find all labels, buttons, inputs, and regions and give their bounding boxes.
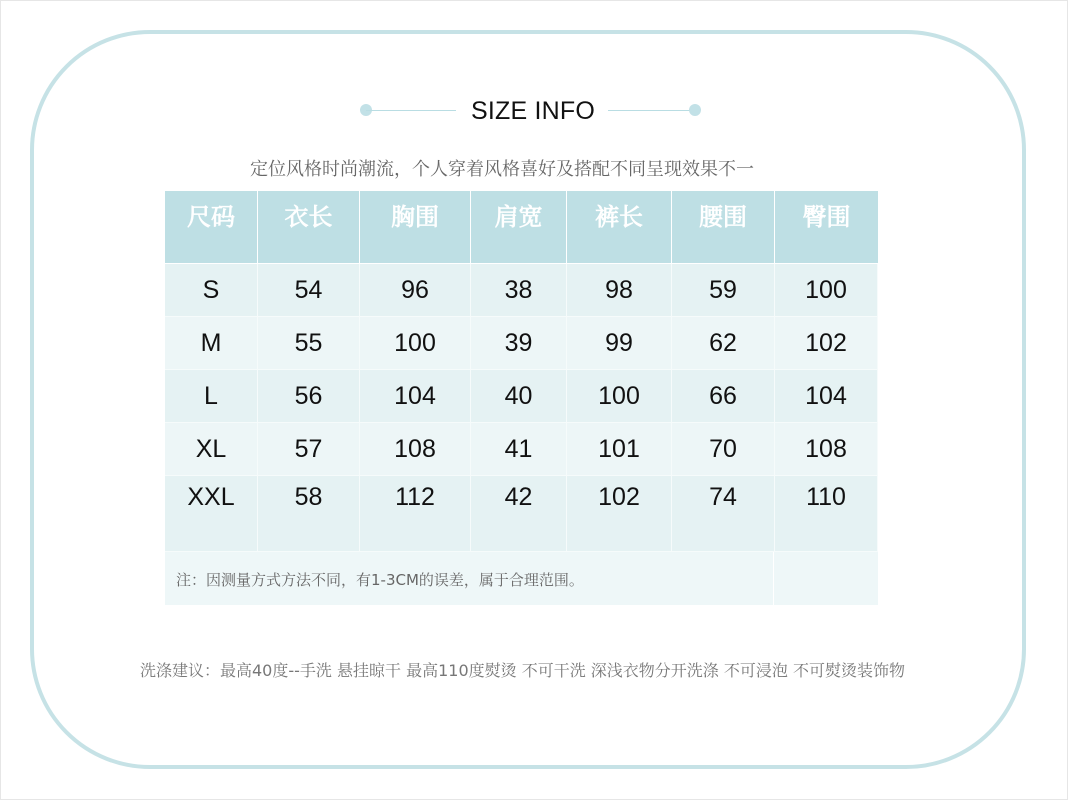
table-row	[165, 264, 878, 317]
table-cell: 98	[567, 264, 672, 317]
table-cell: 57	[258, 423, 360, 476]
table-cell: S	[165, 264, 258, 317]
table-cell: 41	[471, 423, 567, 476]
table-cell: 100	[567, 370, 672, 423]
table-cell: 108	[360, 423, 471, 476]
table-row	[165, 370, 878, 423]
table-note-empty-cell	[774, 552, 878, 605]
table-cell: XXL	[165, 476, 258, 552]
table-note-row	[165, 552, 878, 605]
table-cell: 100	[360, 317, 471, 370]
table-cell: 40	[471, 370, 567, 423]
table-cell: 110	[775, 476, 878, 552]
table-cell: 112	[360, 476, 471, 552]
table-note: 注：因测量方式方法不同，有1-3CM的误差，属于合理范围。	[165, 552, 774, 605]
header-pants-length: 裤长	[567, 191, 672, 263]
table-cell: 99	[567, 317, 672, 370]
wash-advice: 洗涤建议：最高40度--手洗 悬挂晾干 最高110度熨烫 不可干洗 深浅衣物分开洗涤 不可浸泡 不可熨烫装饰物	[140, 661, 905, 680]
table-cell: L	[165, 370, 258, 423]
table-cell: 62	[672, 317, 775, 370]
table-cell: 102	[775, 317, 878, 370]
table-cell: 104	[360, 370, 471, 423]
table-cell: 58	[258, 476, 360, 552]
table-cell: 42	[471, 476, 567, 552]
table-cell: 74	[672, 476, 775, 552]
dot-right-icon	[689, 104, 701, 116]
table-cell: 108	[775, 423, 878, 476]
table-cell: 104	[775, 370, 878, 423]
subtitle: 定位风格时尚潮流，个人穿着风格喜好及搭配不同呈现效果不一	[250, 159, 754, 180]
page-title: SIZE INFO	[470, 97, 596, 125]
table-cell: 54	[258, 264, 360, 317]
header-bust: 胸围	[360, 191, 471, 263]
table-row	[165, 423, 878, 476]
table-cell: 70	[672, 423, 775, 476]
title-block	[358, 96, 706, 126]
table-cell: 101	[567, 423, 672, 476]
table-cell: M	[165, 317, 258, 370]
table-row	[165, 317, 878, 370]
header-shoulder: 肩宽	[471, 191, 567, 263]
table-cell: 55	[258, 317, 360, 370]
table-header-row	[165, 191, 878, 263]
table-cell: 96	[360, 264, 471, 317]
header-hip: 臀围	[802, 203, 851, 231]
header-size: 尺码	[165, 191, 258, 263]
table-cell: 56	[258, 370, 360, 423]
table-row	[165, 476, 878, 552]
table-cell: 59	[672, 264, 775, 317]
header-waist: 腰围	[672, 191, 775, 263]
title-line-left	[366, 110, 456, 111]
table-cell: 66	[672, 370, 775, 423]
size-table	[165, 191, 878, 605]
table-cell: XL	[165, 423, 258, 476]
header-length: 衣长	[258, 191, 360, 263]
table-cell: 102	[567, 476, 672, 552]
table-cell: 100	[775, 264, 878, 317]
table-cell: 38	[471, 264, 567, 317]
title-line-right	[608, 110, 694, 111]
table-cell: 39	[471, 317, 567, 370]
